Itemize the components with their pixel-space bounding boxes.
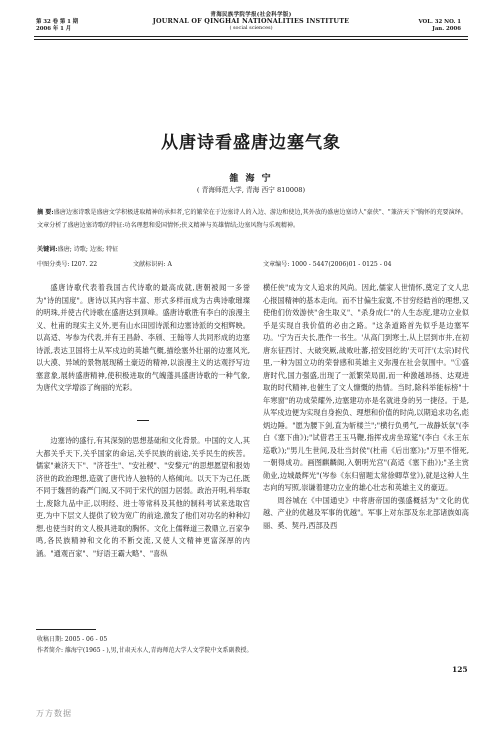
date-cn: 2006 年 1 月 <box>36 26 72 32</box>
paragraph-zhou-gucheng: 周谷城在《中国通史》中将唐帝国的强盛概括为"文化的优越、产业的优越及军事的优越"。军事上对东部及东北部诸族如高丽、奚、契丹,西部及西 <box>263 495 469 530</box>
volume-issue-en <box>418 19 461 33</box>
received-date: 收稿日期: 2005 - 06 - 05 <box>37 636 108 643</box>
abstract-text: 盛唐边塞诗歌是盛唐文学积极进取精神的承担者,它的繁荣在于边塞诗人的入边、游边和使边,其外放的盛唐边塞诗人"豪侠"、"兼济天下"胸怀的充要演绎。文章分析了盛唐边塞诗歌的特征:功名理想和爱国情怀;侠义精神与英雄情结;边塞风物与乐观精神。 <box>37 209 467 229</box>
footnote-rule <box>36 629 96 630</box>
header-rule-thin <box>34 39 468 40</box>
journal-name-cn: 青海民族学院学报(社会科学版) <box>210 12 292 18</box>
abstract-label: 摘 要: <box>37 209 54 216</box>
body-column-left-top <box>36 282 250 395</box>
article-title: 从唐诗看盛唐边塞气象 <box>161 133 341 153</box>
abstract <box>37 206 467 232</box>
volume-cn: 第 32 卷 第 1 期 <box>36 19 79 25</box>
paragraph-intro: 盛唐诗歌代表着我国古代诗歌的最高成就,唐朝被闻一多誉为"诗的国度"。唐诗以其内容丰富、形式多样而成为古典诗歌璀璨的明珠,并使古代诗歌在盛唐达到顶峰。盛唐诗歌胜有李白的浪漫主义、杜甫的现实主义外,更有山水田园诗派和边塞诗派的交相辉映。以高适、岑参为代表,并有王昌龄、李颀、王翰等人共同形成的边塞诗派,表达卫国将士从军戍边的英雄气概,描绘塞外壮丽的边塞风光,以大漠、异域的景物展现稀土豪迈的精神,以浪漫主义的达观抒写边塞意象,展转盛唐精神,使积极进取的气魄蓬具盛唐诗歌的一种气象,为唐代文学增添了绚丽的光彩。 <box>36 283 250 392</box>
paragraph-continued: 横任侠"成为文人追求的风尚。因此,儒家人世情怀,奠定了文人忠心报国精神的基本走向。而不甘偏生寂寞,不甘穷经皓首的理想,又使他们仿效游侠"舍生取义"、"杀身成仁"的人生态度,建功立业似乎是实现自我价值的必由之路。"这条道路首先似乎是边塞军功。'宁为百夫长,胜作一书生。'从高门到寒士,从上层到市井,在初唐东征西讨、大破突厥,战败吐蕃,招安回纥的'天可汗'(太宗)时代里,一种为国立功的荣誉感和英雄主义弥漫在社会氛围中。"①盛唐时代,国力强盛,出现了一派繁荣局面,而一种激越昂扬、达观进取的时代精神,也催生了文人慷慨的热情。当时,除科举能标榜"十年寒窗"的功成荣耀外,边塞建功亦是名就进身的另一捷径。于是,从军戍边便为实现自身抱负、理想和价值的时尚,以期追求功名,彪炳边陲。"愿为腰下剑,直为斩楼兰";"横行负勇气,一战静妖氛"(李白《塞下曲》);"试借君王玉马鞭,指挥戎虏坐琼筵"(李白《永王东巡歌》);"男儿生世间,及壮当封侯"(杜甫《后出塞》);"万里不惜死,一朝得成功。画图麒麟阁,入朝明光宫"(高适《塞下曲》);"圣主赏勋业,边城最辉光"(岑参《东归留题太常徐卿草堂》),就是这种人生志向的写照,崇谦着建功立业的雄心壮志和英雄主义的豪迈。 <box>263 283 469 492</box>
keywords-text: 盛唐; 诗歌; 边塞; 特征 <box>57 246 119 253</box>
article-number: 文章编号: 1000 - 5447(2006)01 - 0125 - 04 <box>263 261 392 268</box>
paragraph-background: 边塞诗的盛行,有其深刻的思想基础和文化背景。中国的文人,其大都关乎天下,关乎国家的命运,关乎民族的前途,关乎民生的疾苦。儒家"兼济天下"、"济苍生"、"安社稷"、"安黎元"的思想愿望和报効济世的政治理想,造就了唐代诗人独特的人格倾向。以天下为己任,既不同于魏晋的森严门阀,又不同于宋代的国力居弱。政治开明,科举取士,废除九品中正,以明经、进士等常科及其他的制科考试来选取官吏,为中下层文人提供了较为宽广的前途,激发了他们对功名的种种幻想,也使当时的文人极具进取的胸怀。文化上儒释道三教鼎立,百家争鸣,各民族精神和文化的不断交流,又使人文精神更富深厚的内涵。"通观百家"、"好语王霸大略"、"喜纵 <box>36 436 250 558</box>
keywords <box>37 244 118 253</box>
body-column-right <box>263 282 469 532</box>
body-column-left-bottom <box>36 435 250 560</box>
author-bio: 作者简介: 雒海宁(1965 - ),男,甘肃天水人,青海师范大学人文学院中文系副教授。 <box>37 647 253 654</box>
keywords-label: 关键词: <box>37 246 58 253</box>
journal-subtitle: ( social sciences) <box>229 25 273 31</box>
volume-en: VOL. 32 NO. 1 <box>418 19 461 25</box>
volume-issue-cn <box>36 19 78 33</box>
article-author: 雒 海 宁 <box>229 174 273 184</box>
page-number: 125 <box>452 665 468 674</box>
classification-number: 中图分类号: I207. 22 <box>37 261 98 268</box>
watermark: 万方数据 <box>36 709 72 718</box>
journal-name-en: JOURNAL OF QINGHAI NATIONALITIES INSTITUTE <box>152 17 350 25</box>
header-rule-thick <box>34 36 468 37</box>
section-divider <box>137 420 149 421</box>
author-affiliation: ( 青海师范大学, 青海 西宁 810008) <box>196 186 306 194</box>
date-en: Jan. 2006 <box>432 26 461 32</box>
document-code: 文献标识码: A <box>133 261 172 268</box>
